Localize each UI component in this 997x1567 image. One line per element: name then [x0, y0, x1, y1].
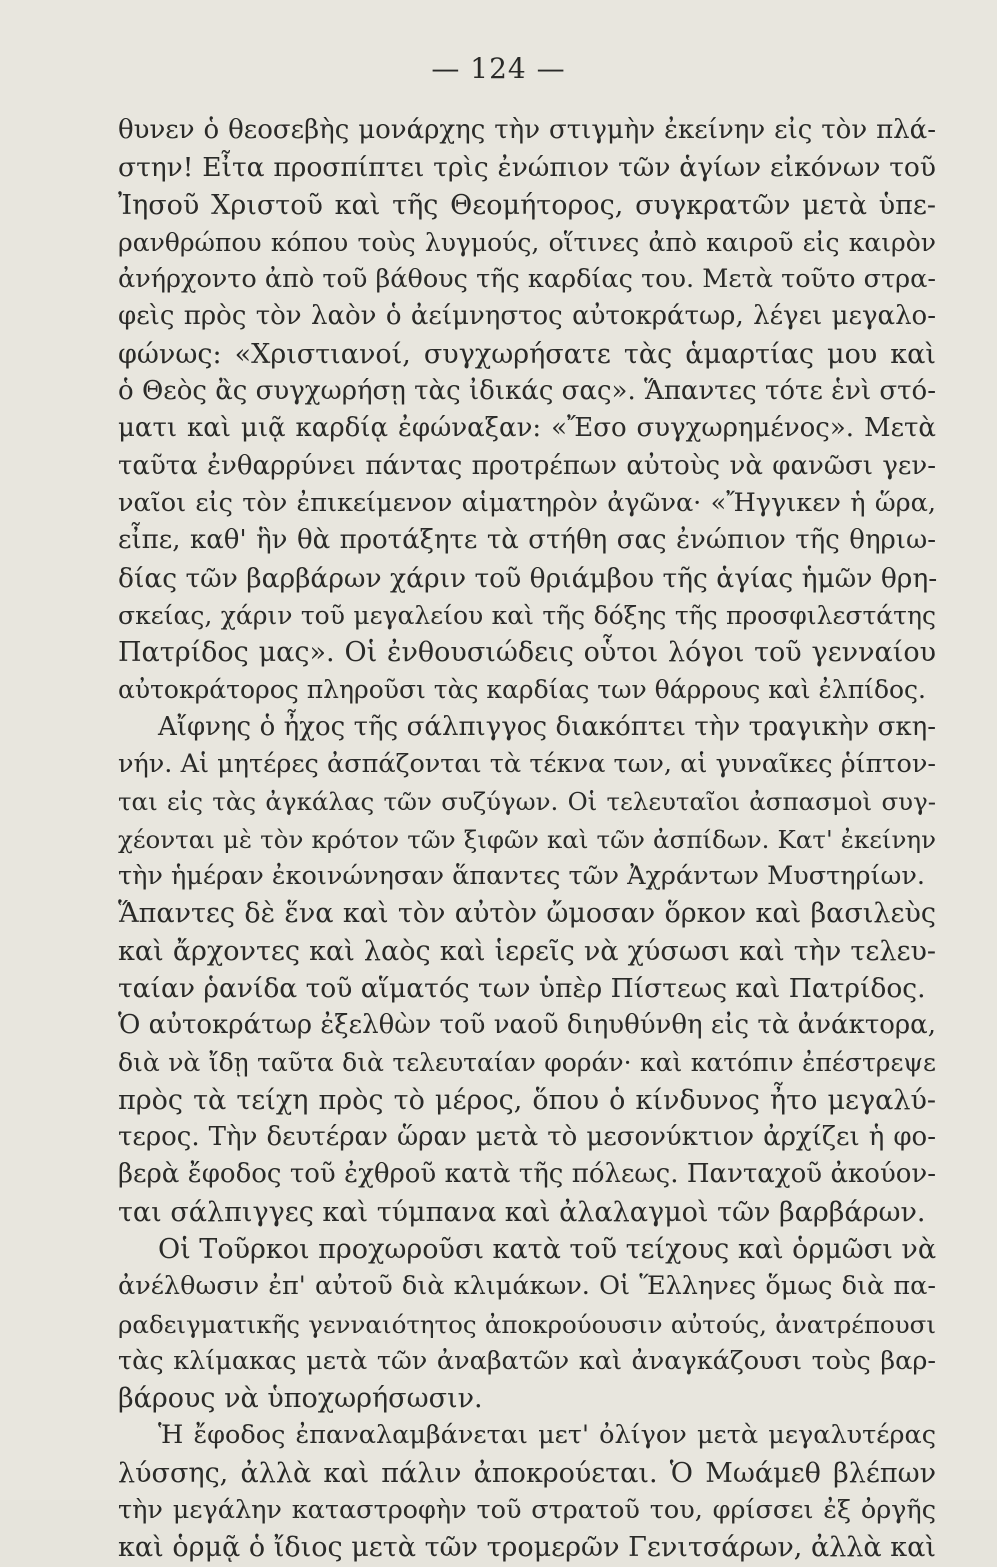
text-line: ματι καὶ μιᾷ καρδίᾳ ἐφώναξαν: «Ἔσο συγχωρημένος». Μετὰ [118, 413, 936, 444]
text-line: διὰ νὰ ἴδῃ ταῦτα διὰ τελευταίαν φοράν· καὶ κατόπιν ἐπέστρεψε [118, 1048, 936, 1078]
text-line: χέονται μὲ τὸν κρότον τῶν ξιφῶν καὶ τῶν ἀσπίδων. Κατ' ἐκείνην [118, 824, 936, 854]
text-line: λύσσης, ἀλλὰ καὶ πάλιν ἀποκρούεται. Ὁ Μωάμεθ βλέπων [118, 1457, 936, 1489]
text-line: Ἰησοῦ Χριστοῦ καὶ τῆς Θεομήτορος, συγκρατῶν μετὰ ὑπε- [118, 189, 936, 221]
text-line: Ὁ αὐτοκράτωρ ἐξελθὼν τοῦ ναοῦ διηυθύνθη εἰς τὰ ἀνάκτορα, [118, 1010, 936, 1041]
text-line: τὴν ἡμέραν ἐκοινώνησαν ἅπαντες τῶν Ἀχράντων Μυστηρίων. [118, 860, 925, 891]
text-line: δίας τῶν βαρβάρων χάριν τοῦ θριάμβου τῆς ἁγίας ἡμῶν θρη- [118, 562, 938, 594]
text-line: καὶ ἄρχοντες καὶ λαὸς καὶ ἱερεῖς νὰ χύσωσι καὶ τὴν τελευ- [118, 935, 936, 967]
text-line: Πατρίδος μας». Οἱ ἐνθουσιώδεις οὗτοι λόγοι τοῦ γενναίου [118, 637, 936, 669]
text-line: φεὶς πρὸς τὸν λαὸν ὁ ἀείμνηστος αὐτοκράτωρ, λέγει μεγαλο- [118, 301, 936, 332]
text-line: βάρους νὰ ὑποχωρήσωσιν. [118, 1383, 483, 1415]
text-line: ταίαν ῥανίδα τοῦ αἵματός των ὑπὲρ Πίστεως καὶ Πατρίδος. [118, 972, 926, 1004]
text-line: Ἡ ἔφοδος ἐπαναλαμβάνεται μετ' ὀλίγον μετὰ μεγαλυτέρας [158, 1420, 936, 1451]
text-line: εἶπε, καθ' ἣν θὰ προτάξητε τὰ στήθη σας ἐνώπιον τῆς θηριω- [118, 525, 936, 556]
text-line: νήν. Αἱ μητέρες ἀσπάζονται τὰ τέκνα των, αἱ γυναῖκες ῥίπτον- [118, 749, 936, 780]
text-line: ται σάλπιγγες καὶ τύμπανα καὶ ἀλαλαγμοὶ τῶν βαρβάρων. [118, 1196, 926, 1228]
text-line: πρὸς τὰ τείχη πρὸς τὸ μέρος, ὅπου ὁ κίνδυνος ἦτο μεγαλύ- [118, 1084, 936, 1116]
text-line: ται εἰς τὰς ἀγκάλας τῶν συζύγων. Οἱ τελευταῖοι ἀσπασμοὶ συγ- [118, 787, 936, 817]
text-line: τερος. Τὴν δευτέραν ὥραν μετὰ τὸ μεσονύκτιον ἀρχίζει ἡ φο- [118, 1122, 936, 1153]
text-line: σκείας, χάριν τοῦ μεγαλείου καὶ τῆς δόξης τῆς προσφιλεστάτης [118, 600, 936, 630]
text-line: φώνως: «Χριστιανοί, συγχωρήσατε τὰς ἁμαρτίας μου καὶ [118, 338, 936, 370]
text-line: ἀνήρχοντο ἀπὸ τοῦ βάθους τῆς καρδίας του. Μετὰ τοῦτο στρα- [118, 264, 936, 295]
page-number: — 124 — [431, 52, 566, 85]
body-text [118, 112, 936, 1567]
text-line: στην! Εἶτα προσπίπτει τρὶς ἐνώπιον τῶν ἁγίων εἰκόνων τοῦ [118, 152, 936, 184]
text-line: Ἅπαντες δὲ ἕνα καὶ τὸν αὐτὸν ὤμοσαν ὅρκον καὶ βασιλεὺς [118, 898, 936, 930]
text-line: τὰς κλίμακας μετὰ τῶν ἀναβατῶν καὶ ἀναγκάζουσι τοὺς βαρ- [118, 1345, 936, 1376]
text-line: ρανθρώπου κόπου τοὺς λυγμούς, οἵτινες ἀπὸ καιροῦ εἰς καιρὸν [118, 227, 936, 257]
text-line: βερὰ ἔφοδος τοῦ ἐχθροῦ κατὰ τῆς πόλεως. Πανταχοῦ ἀκούον- [118, 1159, 936, 1190]
text-line: θυνεν ὁ θεοσεβὴς μονάρχης τὴν στιγμὴν ἐκείνην εἰς τὸν πλά- [118, 115, 936, 145]
text-line: αὐτοκράτορος πληροῦσι τὰς καρδίας των θάρρους καὶ ἐλπίδος. [118, 675, 926, 705]
text-line: ταῦτα ἐνθαρρύνει πάντας προτρέπων αὐτοὺς νὰ φανῶσι γεν- [118, 450, 936, 481]
text-line: Οἱ Τοῦρκοι προχωροῦσι κατὰ τοῦ τείχους καὶ ὁρμῶσι νὰ [158, 1233, 937, 1265]
text-line: Αἴφνης ὁ ἦχος τῆς σάλπιγγος διακόπτει τὴν τραγικὴν σκη- [158, 711, 936, 742]
text-line: καὶ ὁρμᾷ ὁ ἴδιος μετὰ τῶν τρομερῶν Γενιτσάρων, ἀλλὰ καὶ [118, 1532, 936, 1564]
text-line: ναῖοι εἰς τὸν ἐπικείμενον αἱματηρὸν ἀγῶνα· «Ἤγγικεν ἡ ὥρα, [118, 487, 936, 518]
text-line: τὴν μεγάλην καταστροφὴν τοῦ στρατοῦ του, φρίσσει ἐξ ὀργῆς [118, 1494, 936, 1525]
text-line: ὁ Θεὸς ἂς συγχωρήσῃ τὰς ἰδικάς σας». Ἅπαντες τότε ἑνὶ στό- [118, 376, 936, 407]
text-line: ραδειγματικῆς γενναιότητος ἀποκρούουσιν αὐτούς, ἀνατρέπουσι [118, 1309, 936, 1339]
text-line: ἀνέλθωσιν ἐπ' αὐτοῦ διὰ κλιμάκων. Οἱ Ἕλληνες ὅμως διὰ πα- [118, 1271, 936, 1302]
